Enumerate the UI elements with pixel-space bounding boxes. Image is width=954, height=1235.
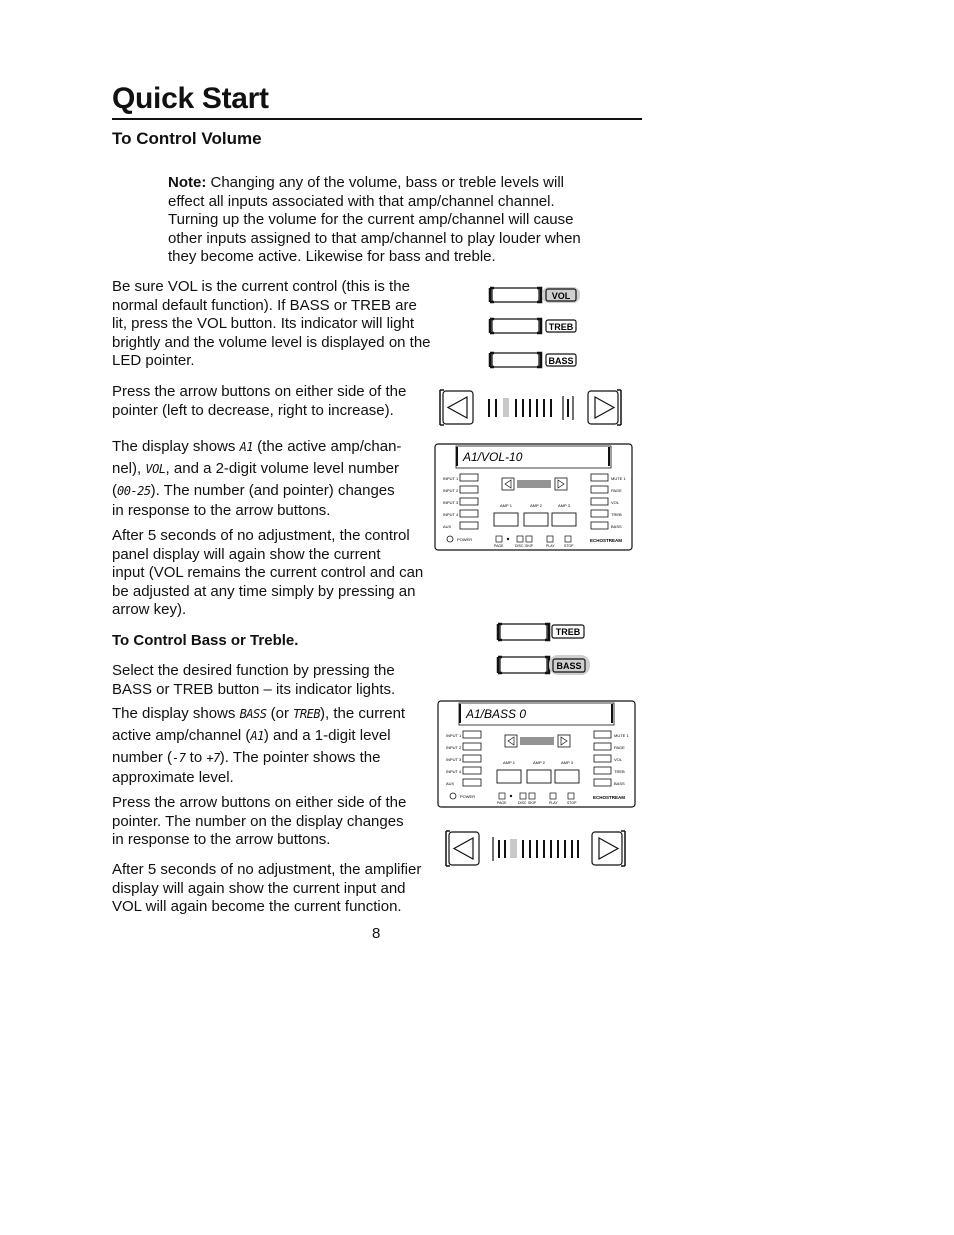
panel-label: VOL <box>614 757 623 762</box>
control-buttons-vol-figure <box>486 282 586 372</box>
panel-label: SKIP <box>525 544 533 548</box>
panel-label: POWER <box>457 537 473 542</box>
panel-label: PAGE <box>497 801 507 805</box>
page-number: 8 <box>372 925 381 942</box>
lcd-code: 00-25 <box>117 484 151 498</box>
panel-label: INPUT 2 <box>446 745 462 750</box>
brand-logo: ECHOSTREAM <box>590 538 623 543</box>
text-line: Be sure VOL is the current control (this is the <box>112 278 410 295</box>
control-panel-figure-2 <box>437 700 637 808</box>
bass-button-label: BASS <box>556 661 582 671</box>
panel-label: DISC <box>515 544 524 548</box>
text-run: ) and a 1-digit level <box>263 727 391 744</box>
volume-paragraph-1 <box>112 278 457 371</box>
panel-label: AMP 2 <box>533 760 545 765</box>
left-arrow-icon <box>440 390 473 425</box>
led-pointer-figure-1 <box>438 388 624 428</box>
text-line: arrow key). <box>112 601 187 619</box>
treb-button-label: TREB <box>548 322 574 332</box>
text-line: approximate level. <box>112 769 234 786</box>
panel-label: VOL <box>611 500 620 505</box>
right-arrow-icon <box>592 831 625 866</box>
left-arrow-icon <box>446 831 479 866</box>
lcd-code: VOL <box>145 462 166 476</box>
text-line: Select the desired function by pressing the <box>112 662 395 679</box>
text-run: , and a 2-digit volume level number <box>165 460 400 477</box>
text-line: pointer (left to decrease, right to increase). <box>112 401 394 419</box>
volume-paragraph-4 <box>112 527 447 620</box>
text-run: to <box>185 749 207 766</box>
note-block <box>168 174 618 267</box>
led-pointer-figure-2 <box>444 829 630 869</box>
led-bar-group <box>489 396 573 420</box>
panel-display-text: A1/VOL-10 <box>463 450 523 464</box>
panel-label: INPUT 4 <box>446 769 462 774</box>
text-run: ). The number (and pointer) changes <box>150 482 395 499</box>
text-line: be adjusted at any time simply by pressing an <box>112 582 416 600</box>
text-run: ). The pointer shows the <box>219 749 381 766</box>
led-bar-group <box>493 837 578 861</box>
panel-label: SKIP <box>528 801 536 805</box>
title-rule <box>112 118 642 120</box>
panel-label: PAGE <box>614 745 625 750</box>
note-label: Note: <box>168 174 207 191</box>
panel-label: MUTE 1 <box>611 476 626 481</box>
text-line: input (VOL remains the current control and can <box>112 564 424 582</box>
control-buttons-bass-figure <box>494 618 594 682</box>
volume-paragraph-3 <box>112 436 432 520</box>
panel-label: PAGE <box>494 544 504 548</box>
panel-label: TREB <box>614 769 625 774</box>
vol-button-row <box>490 287 580 303</box>
note-line: other inputs assigned to that amp/channel to play louder when <box>168 229 581 247</box>
panel-label: TREB <box>611 512 622 517</box>
lcd-code: +7 <box>206 751 220 765</box>
text-line: After 5 seconds of no adjustment, the amplifier <box>112 861 422 878</box>
text-line: After 5 seconds of no adjustment, the control <box>112 527 410 544</box>
bass-paragraph-3 <box>112 794 437 850</box>
lcd-code: A1 <box>239 440 254 454</box>
treb-button-row <box>498 624 584 640</box>
panel-label: DISC <box>518 801 527 805</box>
panel-label: AMP 3 <box>558 503 570 508</box>
treb-button-row <box>490 319 576 333</box>
panel-label: AUX <box>446 781 455 786</box>
panel-label: PLAY <box>549 801 558 805</box>
panel-label: STOP <box>564 544 574 548</box>
panel-label: AMP 1 <box>503 760 515 765</box>
panel-label: AMP 3 <box>561 760 573 765</box>
panel-label: POWER <box>460 794 476 799</box>
bass-treble-heading: To Control Bass or Treble. <box>112 632 299 649</box>
right-arrow-icon <box>588 390 621 425</box>
text-run: The display shows <box>112 438 240 455</box>
bass-paragraph-4 <box>112 861 447 917</box>
note-line: effect all inputs associated with that amp/channel channel. <box>168 192 555 210</box>
text-run: nel), <box>112 460 146 477</box>
text-run: The display shows <box>112 705 240 722</box>
text-line: VOL will again become the current function. <box>112 898 402 916</box>
volume-paragraph-2 <box>112 383 442 420</box>
panel-label: AMP 2 <box>530 503 542 508</box>
control-panel-figure-1 <box>434 443 634 551</box>
panel-display-text: A1/BASS 0 <box>466 707 527 721</box>
text-line: Press the arrow buttons on either side of the <box>112 794 407 811</box>
panel-label: INPUT 3 <box>446 757 462 762</box>
panel-label: INPUT 4 <box>443 512 459 517</box>
panel-label: BASS <box>614 781 625 786</box>
lcd-code: -7 <box>172 751 186 765</box>
text-line: pointer. The number on the display changes <box>112 812 404 830</box>
panel-label: INPUT 1 <box>446 733 462 738</box>
text-line: brightly and the volume level is displayed on the <box>112 333 431 351</box>
bass-button-row <box>490 353 576 367</box>
panel-label: STOP <box>567 801 577 805</box>
bass-paragraph-2 <box>112 703 437 787</box>
text-line: LED pointer. <box>112 352 195 370</box>
lcd-code: BASS <box>239 707 267 721</box>
note-line: they become active. Likewise for bass and treble. <box>168 248 496 266</box>
bass-button-row <box>498 655 590 675</box>
panel-label: INPUT 1 <box>443 476 459 481</box>
panel-label: AUX <box>443 524 452 529</box>
lcd-code: A1 <box>250 729 264 743</box>
text-line: display will again show the current input and <box>112 879 406 897</box>
text-line: Press the arrow buttons on either side of the <box>112 383 407 400</box>
panel-label: PLAY <box>546 544 555 548</box>
panel-label: MUTE 1 <box>614 733 629 738</box>
text-line: panel display will again show the current <box>112 545 381 563</box>
panel-label: AMP 1 <box>500 503 512 508</box>
text-run: active amp/channel ( <box>112 727 251 744</box>
bass-button-label: BASS <box>548 356 574 366</box>
text-line: in response to the arrow buttons. <box>112 831 331 849</box>
text-run: (the active amp/chan- <box>253 438 402 455</box>
note-line: Turning up the volume for the current amp/channel will cause <box>168 211 574 229</box>
text-line: normal default function). If BASS or TREB are <box>112 296 417 314</box>
panel-label: PAGE <box>611 488 622 493</box>
note-line: Changing any of the volume, bass or treble levels will <box>206 174 565 191</box>
text-run: (or <box>266 705 294 722</box>
led-pointer-active <box>510 839 517 858</box>
text-run: ), the current <box>320 705 406 722</box>
brand-logo: ECHOSTREAM <box>593 795 626 800</box>
section-heading: To Control Volume <box>112 129 262 148</box>
led-pointer-active <box>503 398 509 417</box>
page-title: Quick Start <box>112 82 269 115</box>
vol-button-label: VOL <box>551 291 571 301</box>
lcd-code: TREB <box>293 707 321 721</box>
text-line: lit, press the VOL button. Its indicator will light <box>112 315 415 333</box>
panel-label: INPUT 2 <box>443 488 459 493</box>
bass-paragraph-1 <box>112 662 432 699</box>
panel-label: INPUT 3 <box>443 500 459 505</box>
text-line: BASS or TREB button – its indicator lights. <box>112 680 396 698</box>
treb-button-label: TREB <box>555 627 581 637</box>
text-run: ( <box>112 482 117 499</box>
text-line: in response to the arrow buttons. <box>112 502 331 519</box>
panel-label: BASS <box>611 524 622 529</box>
text-run: number ( <box>112 749 173 766</box>
